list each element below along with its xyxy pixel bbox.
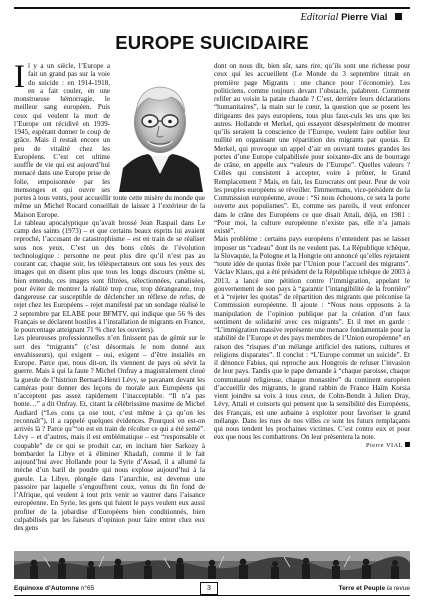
crowd-photo-banner (14, 551, 410, 579)
footer-publication-tag: la revue (386, 585, 410, 592)
article-title: EUROPE SUICIDAIRE (115, 32, 309, 53)
page-footer (14, 582, 410, 596)
header-square-icon (395, 13, 402, 20)
article-paragraph: Le tableau apocalyptique qu’avait brossé Jean Raspail dans Le camp des saints (1973) – et que certains beaux esprits lui avaient reproché, l’accusant de catastrophisme – est en train de se réaliser sous nos yeux. C’est un des bons côtés de l’évolution technologique : personne ne peut plus dire qu’il n’est pas au courant car, chaque soir, les téléspectateurs ont sous les yeux des images qui en disent plus que tous les longs discours (même si, bien entendu, ces images sont filtrées, sélectionnées, canalisées, pour éviter de montrer la réalité trop crue, trop dérangeante, trop dangereuse car susceptible de déclencher un réflexe de refus, de rejet chez les Européens – rejet manifesté par un sondage réalisé le 2 septembre par ELABE pour BFMTV, qui indique que 56 % des Français se déclarent hostiles à l’installation de migrants en France, le pourcentage atteignant 71 % chez les ouvriers). (14, 218, 205, 334)
header-rule (14, 7, 410, 9)
footer-publication (339, 585, 410, 592)
end-of-article-square-icon (405, 442, 410, 447)
section-label: Editorial (300, 12, 339, 23)
crowd-photo-illustration (14, 551, 410, 579)
footer-journal-title: Equinoxe d’Automne (14, 585, 79, 592)
signature-name: Pierre VIAL (365, 441, 403, 449)
footer-journal (14, 585, 94, 592)
article-paragraph: dont on nous dit, bien sûr, sans rire, qu’ils sont une richesse pour ceux qui les accueillent (Le Monde du 3 septembre titrait en première page Migrants : une chance pour l’économie). Les politiciens, comme toujours devant l’obstacle, palabrent. Comment refiler au voisin la patate chaude ? C’est, derrière leurs déclarations “humanitaires”, la main sur le cœur, la question que se posent les dirigeants des pays européens, tous plus faux-culs les uns que les autres. Hollande et Merkel, qui essayent désespérément de montrer qu’ils seraient la conscience de l’Europe, veulent faire oublier leur nullité en organisant une répartition des migrants par quotas. Et Merkel, qui provoque un appel d’air en ouvrant toutes grandes les portes d’une Europe culpabilisée pour soixante-dix ans de bourrage de crâne, en appelle aux “valeurs de l’Europe”. Quelles valeurs ? Celles qui consistent à accepter, voire à prôner, le Grand Remplacement ? Mais, en fait, les Eurocrates ont peur. Peur de voir les peuples européens se réveiller. Timmermans, vice-président de la Commission européenne, avoue : “Si nous échouons, ce sera la porte ouverte aux populismes”. Et, comme ses pareils, il veut enfoncer dans le crâne des Européens ce que disait Attali, déjà, en 1981 : “Pour moi, la culture européenne n’existe pas, elle n’a jamais existé”. (214, 62, 410, 235)
article-signature (214, 442, 410, 450)
author-portrait (115, 76, 205, 192)
header-author: Pierre Vial (341, 12, 388, 23)
editorial-header (301, 12, 402, 24)
footer-publication-title: Terre et Peuple (338, 585, 386, 592)
article-paragraph: Mais problème : certains pays européens n’entendent pas se laisser imposer un “cadeau” dont ils ne veulent pas. La République tchèque, la Slovaquie, la Pologne et la Hongrie ont annoncé qu’elles rejetaient “toute idée de quotas fixée par l’Union pour l’accueil des migrants”. Václav Klaus, qui a été président de la République tchèque de 2003 à 2013, a lancé une pétition contre l’immigration, appelant le gouvernement de son pays à “garantir l’intangibilité de la frontière” et à “rejeter les quotas” de répartition des migrants que préconise la Commission européenne. Il ajoute : “Nous nous opposons à la manipulation de l’opinion publique par la création d’un faux sentiment de solidarité avec ces migrants”. Et il met en garde : “L’immigration massive représente une menace fondamentale pour la stabilité de l’Europe et des pays membres de l’Union européenne” en raison des “risques d’un mélange artificiel des nations, cultures et religions disparates”. Il conclut : “L’Europe commet un suicide”. Et il dénonce Fabius, qui reproche aux Hongrois de refuser l’invasion de leur pays. Tandis que le pape demande à “chaque paroisse, chaque communauté religieuse, chaque monastère” du continent européen d’accueillir des migrants, le grand rabbin de France Haïm Korsia vient joindre sa voix à tous ceux, de Cohn-Bendit à Julien Dray, Lévy, Attali et consorts qui pensent que la sensibilité des Européens, des Français, est une aubaine à exploiter pour favoriser le grand mélange. Dans les rues de nos villes ce sont les futurs remplaçants qui nous tendent les prochaines victimes. C’est contre eux et pour eux que nous les combattrons. On leur présentera la note. (214, 235, 410, 442)
article-paragraph: Les pleureuses professionnelles n’en finissent pas de gémir sur le sort des “migrants” (c’est désormais le nom donné aux envahisseurs), qui exigent – oui, exigent – d’être installés en Europe. Parce que, nous dit-on, ils viennent de pays où sévit la guerre. Mais à qui la faute ? Michel Onfray a magistralement cloué la gueule de l’histrion Bernard-Henri Lévy, se pavanant devant les caméras pour donner des leçons de morale aux Européens qui n’acceptent pas assez rapidement l’inacceptable. “Il n’a pas honte…” a dit Onfray. Et, citant la célébrissime maxime de Michel Audiard (“Les cons ça ose tout, c’est même à ça qu’on les reconnaît”), il a rappelé quelques évidences. Pourquoi en est-on arrivés là ? Parce qu’“on est en train de récolter ce qui a été semé”. Lévy – et d’autres, mais il est emblématique – est “responsable et coupable” de ce qui se produit car, en incitant hier Sarkozy à bombarder la Libye et à éliminer Khadafi, comme il le fait aujourd’hui avec Hollande pour la Syrie d’Assad, il a allumé la mèche d’un baril de poudre qui nous explose aujourd’hui à la gueule. La Libye, plongée dans l’anarchie, est devenue une passoire par laquelle s’engouffrent ceux, venus du fin fond de l’Afrique, qui veulent à tout prix venir se vautrer dans l’aisance européenne. En Syrie, les gens qui fuient le pays veulent eux aussi profiter de la jobardise d’Européens bien conditionnés, bien culpabilisés par les faiseurs d’opinion pour faire entrer chez eux des gens (14, 334, 205, 532)
author-portrait-illustration (115, 76, 205, 192)
dropcap: I (14, 62, 25, 95)
footer-rule (14, 595, 410, 596)
article-column-right (214, 62, 410, 547)
page-number: 3 (200, 582, 218, 595)
footer-issue-number: n°65 (80, 585, 95, 592)
paragraph-text: l y a un siècle, l’Europe a fait un grand pas sur la voie du suicide : en 1914-1918, en a fait couler, en une monstrueuse hémorragie, le meilleur sang européen. Puis ceux qui veulent la mort de l’Europe ont récidivé en 1939-1945, espérant donner le coup de grâce. Mais il restait encore un peu de vitalité chez les Européens. C’est cet ultime souffle de vie qui est aujourd’hui menacé dans une Europe prise de folie, empoisonnée par les mensonges et qui ouvre ses portes à tous vents, pour accueillir toute cette misère du monde que même un Michel Rocard conseillait de laisser à l’extérieur de la Maison Europe. (14, 62, 205, 219)
